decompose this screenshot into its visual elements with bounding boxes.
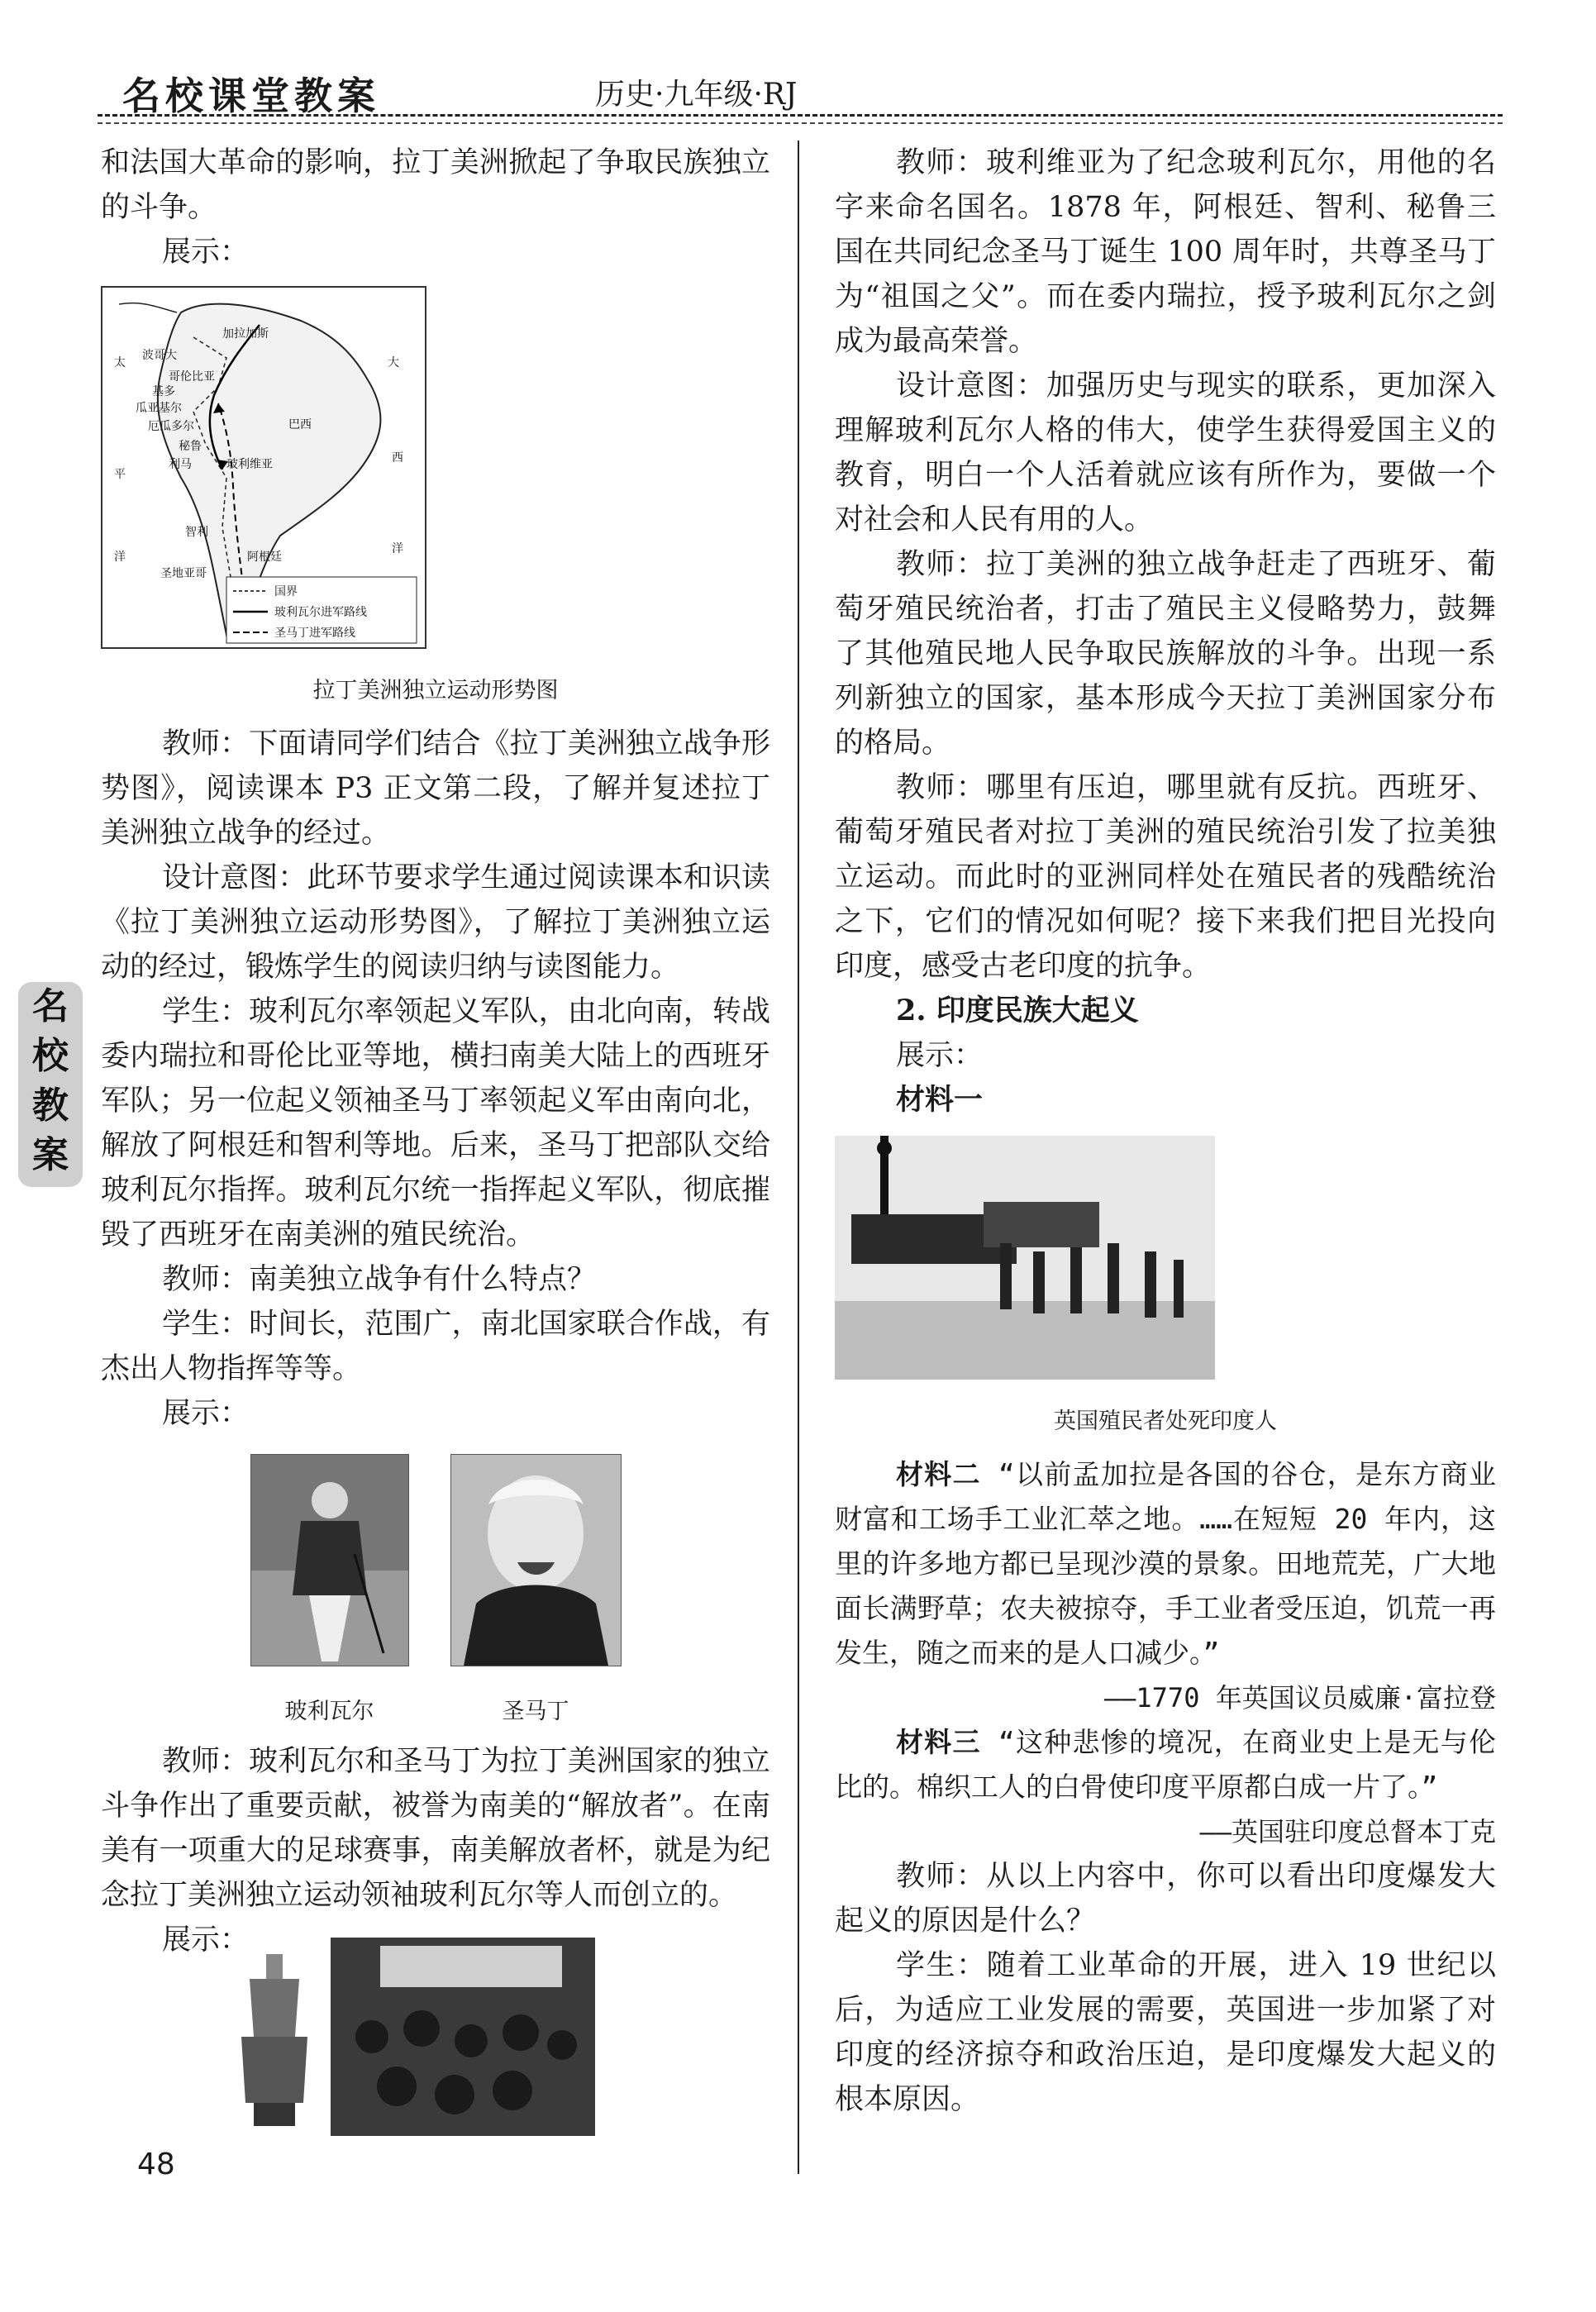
- paragraph: 教师：拉丁美洲的独立战争赶走了西班牙、葡萄牙殖民统治者，打击了殖民主义侵略势力，鼓舞了其他殖民地人民争取民族解放的斗争。出现一系列新独立的国家，基本形成今天拉丁美洲国家分布的格局。: [835, 548, 1496, 760]
- page-header: [98, 64, 1503, 131]
- portrait-caption: 圣马丁: [502, 1699, 569, 1724]
- paragraph: 设计意图：加强历史与现实的联系，更加深入理解玻利瓦尔人格的伟大，使学生获得爱国主义的教育，明白一个人活着就应该有所作为，要做一个对社会和人民有用的人。: [835, 369, 1496, 536]
- map-label: 智利: [185, 526, 208, 539]
- map-label: 阿根廷: [247, 551, 282, 564]
- map-label: 秘鲁: [179, 440, 202, 453]
- paragraph: 学生：玻利瓦尔率领起义军队，由北向南，转战委内瑞拉和哥伦比亚等地，横扫南美大陆上的西班牙军队；另一位起义领袖圣马丁率领起义军由南向北，解放了阿根廷和智利等地。后来，圣马丁把部队交给玻利瓦尔指挥。玻利瓦尔统一指挥起义军队，彻底摧毁了西班牙在南美洲的殖民统治。: [101, 995, 770, 1251]
- football-celebration-photo: [331, 1938, 595, 2136]
- map-label: 哥伦比亚: [169, 370, 215, 384]
- map-label: 西: [392, 451, 403, 465]
- map-label: 加拉加斯: [222, 327, 269, 341]
- material-quote: [835, 1452, 1496, 1676]
- side-tab-char: 教: [32, 1084, 69, 1127]
- header-rule-secondary: [98, 122, 1503, 124]
- left-column: [101, 141, 770, 2136]
- map-label: 波哥大: [142, 349, 177, 362]
- bolivar-portrait: [250, 1454, 409, 1666]
- map-label: 洋: [392, 542, 403, 555]
- map-label: 瓜亚基尔: [136, 402, 182, 415]
- show-label: 展示：: [162, 1397, 250, 1430]
- paragraph: 教师：哪里有压迫，哪里就有反抗。西班牙、葡萄牙殖民者对拉丁美洲的殖民统治引发了拉美独立运动。而此时的亚洲同样处在殖民者的残酷统治之下，它们的情况如何呢？接下来我们把目光投向印度，感受古老印度的抗争。: [835, 771, 1496, 983]
- execution-photo: [835, 1136, 1215, 1380]
- material-quote: [835, 1720, 1496, 1809]
- paragraph: 教师：从以上内容中，你可以看出印度爆发大起义的原因是什么？: [835, 1860, 1496, 1938]
- paragraph: 设计意图：此环节要求学生通过阅读课本和识读《拉丁美洲独立运动形势图》，了解拉丁美洲独立运动的经过，锻炼学生的阅读归纳与读图能力。: [101, 861, 770, 984]
- cup-photo-row: [233, 1938, 770, 2136]
- material-label: 材料一: [896, 1083, 984, 1117]
- page-number: 48: [137, 2148, 175, 2181]
- paragraph: 和法国大革命的影响，拉丁美洲掀起了争取民族独立的斗争。: [101, 146, 770, 224]
- map-label: 大: [388, 356, 399, 369]
- portrait-figure: [250, 1454, 409, 1734]
- material-source: ——1770 年英国议员威廉·富拉登: [1103, 1682, 1496, 1714]
- paragraph: 学生：时间长，范围广，南北国家联合作战，有杰出人物指挥等等。: [101, 1308, 770, 1385]
- paragraph: 教师：下面请同学们结合《拉丁美洲独立战争形势图》，阅读课本 P3 正文第二段，了解并复述拉丁美洲独立战争的经过。: [101, 727, 770, 850]
- map-label: 利马: [169, 458, 192, 471]
- side-tab-char: 名: [32, 985, 69, 1027]
- map-label: 基多: [152, 385, 175, 398]
- side-tab-char: 校: [32, 1035, 69, 1077]
- brand-title: 名校课堂教案: [122, 74, 380, 118]
- map-label: 巴西: [288, 418, 312, 431]
- map-label: 厄瓜多尔: [148, 420, 194, 433]
- section-heading: 2. 印度民族大起义: [896, 994, 1139, 1027]
- paragraph: 教师：玻利维亚为了纪念玻利瓦尔，用他的名字来命名国名。1878 年，阿根廷、智利、秘鲁三国在共同纪念圣马丁诞生 100 周年时，共尊圣马丁为“祖国之父”。而在委内瑞拉，授予玻利瓦尔之剑成为最高荣誉。: [835, 146, 1496, 358]
- map-label: 洋: [114, 551, 126, 564]
- san-martin-portrait: [450, 1454, 622, 1666]
- right-column: [835, 141, 1496, 2122]
- header-rule: [98, 114, 1503, 117]
- material-label: 材料三: [896, 1726, 981, 1758]
- show-label: 展示：: [896, 1039, 984, 1072]
- figure-caption: 英国殖民者处死印度人: [1054, 1409, 1277, 1434]
- material-label: 材料二: [896, 1458, 981, 1490]
- latin-america-map: [101, 286, 426, 649]
- map-label: 圣地亚哥: [160, 567, 207, 580]
- material-text: “以前孟加拉是各国的谷仓，是东方商业财富和工场手工业汇萃之地。……在短短 20 年内，这里的许多地方都已呈现沙漠的景象。田地荒芜，广大地面长满野草；农夫被掠夺，手工业者受压迫，饥荒一再发生，随之而来的是人口减少。”: [835, 1458, 1496, 1669]
- portrait-row: [101, 1454, 770, 1734]
- show-label: 展示：: [162, 236, 250, 269]
- map-legend-label: 圣马丁进军路线: [274, 627, 355, 640]
- map-label: 太: [114, 356, 126, 369]
- column-divider: [798, 141, 799, 2174]
- map-label: 平: [114, 468, 126, 481]
- material-source: ——英国驻印度总督本丁克: [1199, 1816, 1496, 1847]
- map-legend-label: 玻利瓦尔进军路线: [274, 606, 367, 619]
- paragraph: 教师：南美独立战争有什么特点？: [162, 1263, 597, 1296]
- side-tab-char: 案: [32, 1134, 69, 1176]
- side-tab: [18, 982, 83, 1187]
- map-label: 玻利维亚: [226, 458, 273, 471]
- paragraph: 教师：玻利瓦尔和圣马丁为拉丁美洲国家的独立斗争作出了重要贡献，被誉为南美的“解放者”。在南美有一项重大的足球赛事，南美解放者杯，就是为纪念拉丁美洲独立运动领袖玻利瓦尔等人而创立的。: [101, 1745, 770, 1912]
- portrait-figure: [450, 1454, 622, 1734]
- paragraph: 学生：随着工业革命的开展，进入 19 世纪以后，为适应工业发展的需要，英国进一步加紧了对印度的经济掠夺和政治压迫，是印度爆发大起义的根本原因。: [835, 1949, 1496, 2116]
- show-label: 展示：: [162, 1923, 250, 1957]
- libertadores-trophy-image: [233, 1938, 316, 2128]
- subject-label: 历史·九年级·RJ: [595, 78, 798, 112]
- figure-caption: 拉丁美洲独立运动形势图: [312, 678, 559, 703]
- portrait-caption: 玻利瓦尔: [284, 1699, 374, 1724]
- material-text: “这种悲惨的境况，在商业史上是无与伦比的。棉织工人的白骨使印度平原都白成一片了。”: [835, 1726, 1496, 1803]
- map-legend-label: 国界: [274, 585, 298, 598]
